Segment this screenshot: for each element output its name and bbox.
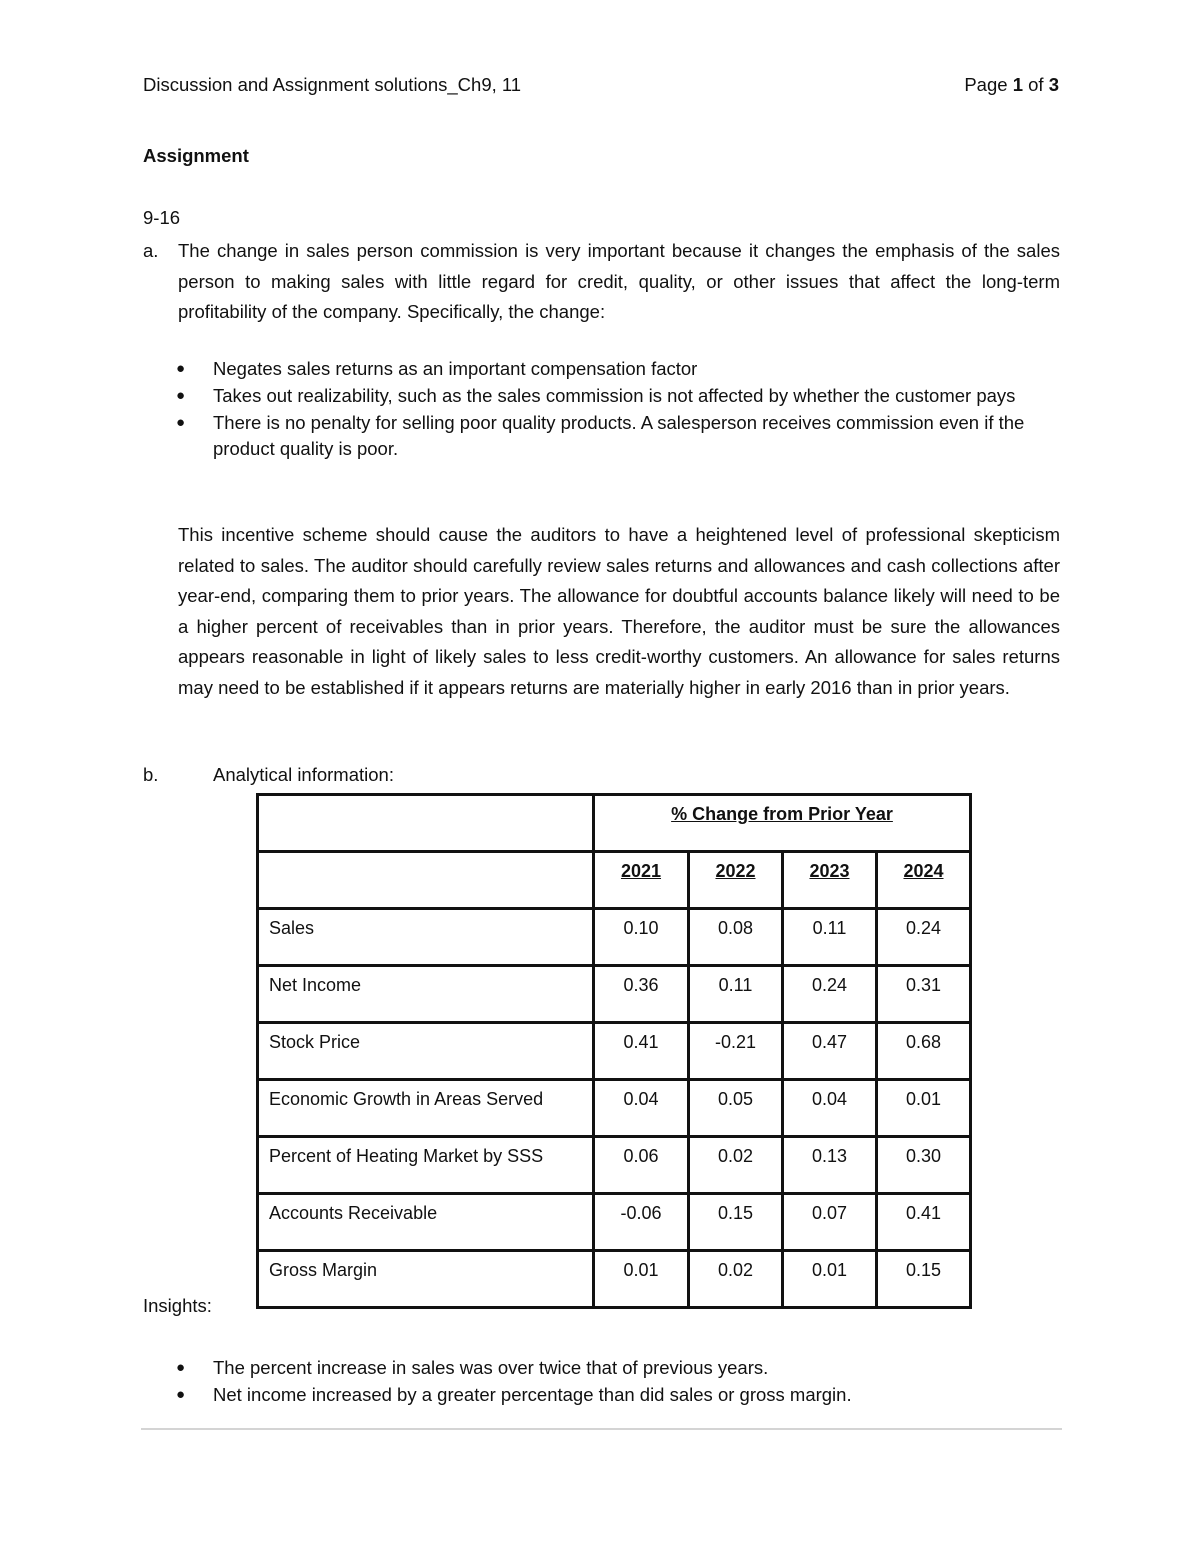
row-label: Sales bbox=[258, 909, 594, 966]
column-group-header: % Change from Prior Year bbox=[594, 795, 971, 852]
year-header: 2022 bbox=[689, 852, 783, 909]
table-cell: 0.05 bbox=[689, 1080, 783, 1137]
insights-label: Insights: bbox=[143, 1295, 212, 1316]
table-cell: 0.04 bbox=[783, 1080, 877, 1137]
item-a-label: a. bbox=[143, 240, 159, 261]
section-heading: Assignment bbox=[143, 145, 249, 166]
table-cell: 0.30 bbox=[877, 1137, 971, 1194]
table-cell: 0.01 bbox=[783, 1251, 877, 1308]
row-label: Stock Price bbox=[258, 1023, 594, 1080]
row-label: Percent of Heating Market by SSS bbox=[258, 1137, 594, 1194]
table-cell: 0.02 bbox=[689, 1251, 783, 1308]
table-cell: 0.41 bbox=[594, 1023, 689, 1080]
table-cell: 0.15 bbox=[689, 1194, 783, 1251]
table-cell: 0.24 bbox=[783, 966, 877, 1023]
empty-header-cell bbox=[258, 795, 594, 852]
table-row bbox=[258, 1023, 971, 1080]
header-title: Discussion and Assignment solutions_Ch9, 11 bbox=[143, 74, 522, 95]
table-cell: 0.08 bbox=[689, 909, 783, 966]
page-current: 1 bbox=[1012, 74, 1023, 95]
table-cell: 0.01 bbox=[877, 1080, 971, 1137]
table-row bbox=[258, 909, 971, 966]
bullet-icon: ● bbox=[176, 1359, 186, 1376]
table-row bbox=[258, 1251, 971, 1308]
analytics-table bbox=[256, 793, 972, 1309]
table-cell: 0.31 bbox=[877, 966, 971, 1023]
list-item: ● Negates sales returns as an important compensation factor bbox=[170, 356, 1050, 382]
table-cell: 0.15 bbox=[877, 1251, 971, 1308]
table-cell: 0.11 bbox=[783, 909, 877, 966]
table-header-row bbox=[258, 795, 971, 852]
table-cell: 0.06 bbox=[594, 1137, 689, 1194]
table-cell: 0.47 bbox=[783, 1023, 877, 1080]
table-cell: 0.68 bbox=[877, 1023, 971, 1080]
list-item: ● There is no penalty for selling poor quality products. A salesperson receives commission even if the product quality is poor. bbox=[176, 412, 1025, 459]
table-cell: 0.01 bbox=[594, 1251, 689, 1308]
row-label: Net Income bbox=[258, 966, 594, 1023]
list-item: ● Takes out realizability, such as the sales commission is not affected by whether the customer pays bbox=[170, 383, 1050, 409]
table-row bbox=[258, 1194, 971, 1251]
bullet-icon: ● bbox=[176, 1385, 186, 1403]
page-total: 3 bbox=[1048, 74, 1059, 95]
table-row bbox=[258, 966, 971, 1023]
year-header: 2023 bbox=[783, 852, 877, 909]
table-cell: 0.04 bbox=[594, 1080, 689, 1137]
bullet-list-a bbox=[170, 356, 1050, 461]
page-indicator bbox=[964, 74, 1059, 96]
table-row bbox=[258, 1137, 971, 1194]
problem-number: 9-16 bbox=[143, 207, 181, 228]
table-cell: 0.13 bbox=[783, 1137, 877, 1194]
footer-divider bbox=[141, 1428, 1062, 1430]
analysis-paragraph: This incentive scheme should cause the auditors to have a heightened level of professional skepticism related to sales. The auditor should carefully review sales returns and allowances and cash collections after year-end, comparing them to prior years. The allowance for doubtful accounts balance likely will need to be a higher percent of receivables than in prior years. Therefore, the auditor must be sure the allowances appears reasonable in light of likely sales to less credit-worthy customers. An allowance for sales returns may need to be established if it appears returns are materially higher in early 2016 than in prior years. bbox=[178, 524, 1060, 698]
bullet-icon: ● bbox=[176, 386, 186, 404]
item-a bbox=[143, 236, 1060, 328]
list-item: ● Net income increased by a greater percentage than did sales or gross margin. bbox=[170, 1382, 1050, 1408]
row-label: Economic Growth in Areas Served bbox=[258, 1080, 594, 1137]
item-a-text: The change in sales person commission is very important because it changes the emphasis of the sales person to making sales with little regard for credit, quality, or other issues that affect the long-term profitability of the company. Specifically, the change: bbox=[178, 240, 1060, 322]
page-prefix: Page bbox=[964, 74, 1008, 95]
list-item: ● The percent increase in sales was over twice that of previous years. bbox=[170, 1355, 1050, 1381]
table-cell: 0.36 bbox=[594, 966, 689, 1023]
table-cell: 0.02 bbox=[689, 1137, 783, 1194]
row-label: Gross Margin bbox=[258, 1251, 594, 1308]
empty-header-cell bbox=[258, 852, 594, 909]
table-cell: 0.24 bbox=[877, 909, 971, 966]
year-header: 2021 bbox=[594, 852, 689, 909]
table-cell: 0.07 bbox=[783, 1194, 877, 1251]
table-years-row bbox=[258, 852, 971, 909]
table-row bbox=[258, 1080, 971, 1137]
row-label: Accounts Receivable bbox=[258, 1194, 594, 1251]
table-cell: 0.11 bbox=[689, 966, 783, 1023]
item-b-text: Analytical information: bbox=[213, 764, 394, 785]
table-cell: 0.10 bbox=[594, 909, 689, 966]
bullet-icon: ● bbox=[176, 414, 186, 431]
table-cell: -0.06 bbox=[594, 1194, 689, 1251]
year-header: 2024 bbox=[877, 852, 971, 909]
table-cell: 0.41 bbox=[877, 1194, 971, 1251]
table-cell: -0.21 bbox=[689, 1023, 783, 1080]
bullet-icon: ● bbox=[176, 360, 186, 377]
item-b-label: b. bbox=[143, 764, 159, 785]
bullet-list-insights bbox=[170, 1355, 1050, 1407]
page-of: of bbox=[1028, 74, 1044, 95]
